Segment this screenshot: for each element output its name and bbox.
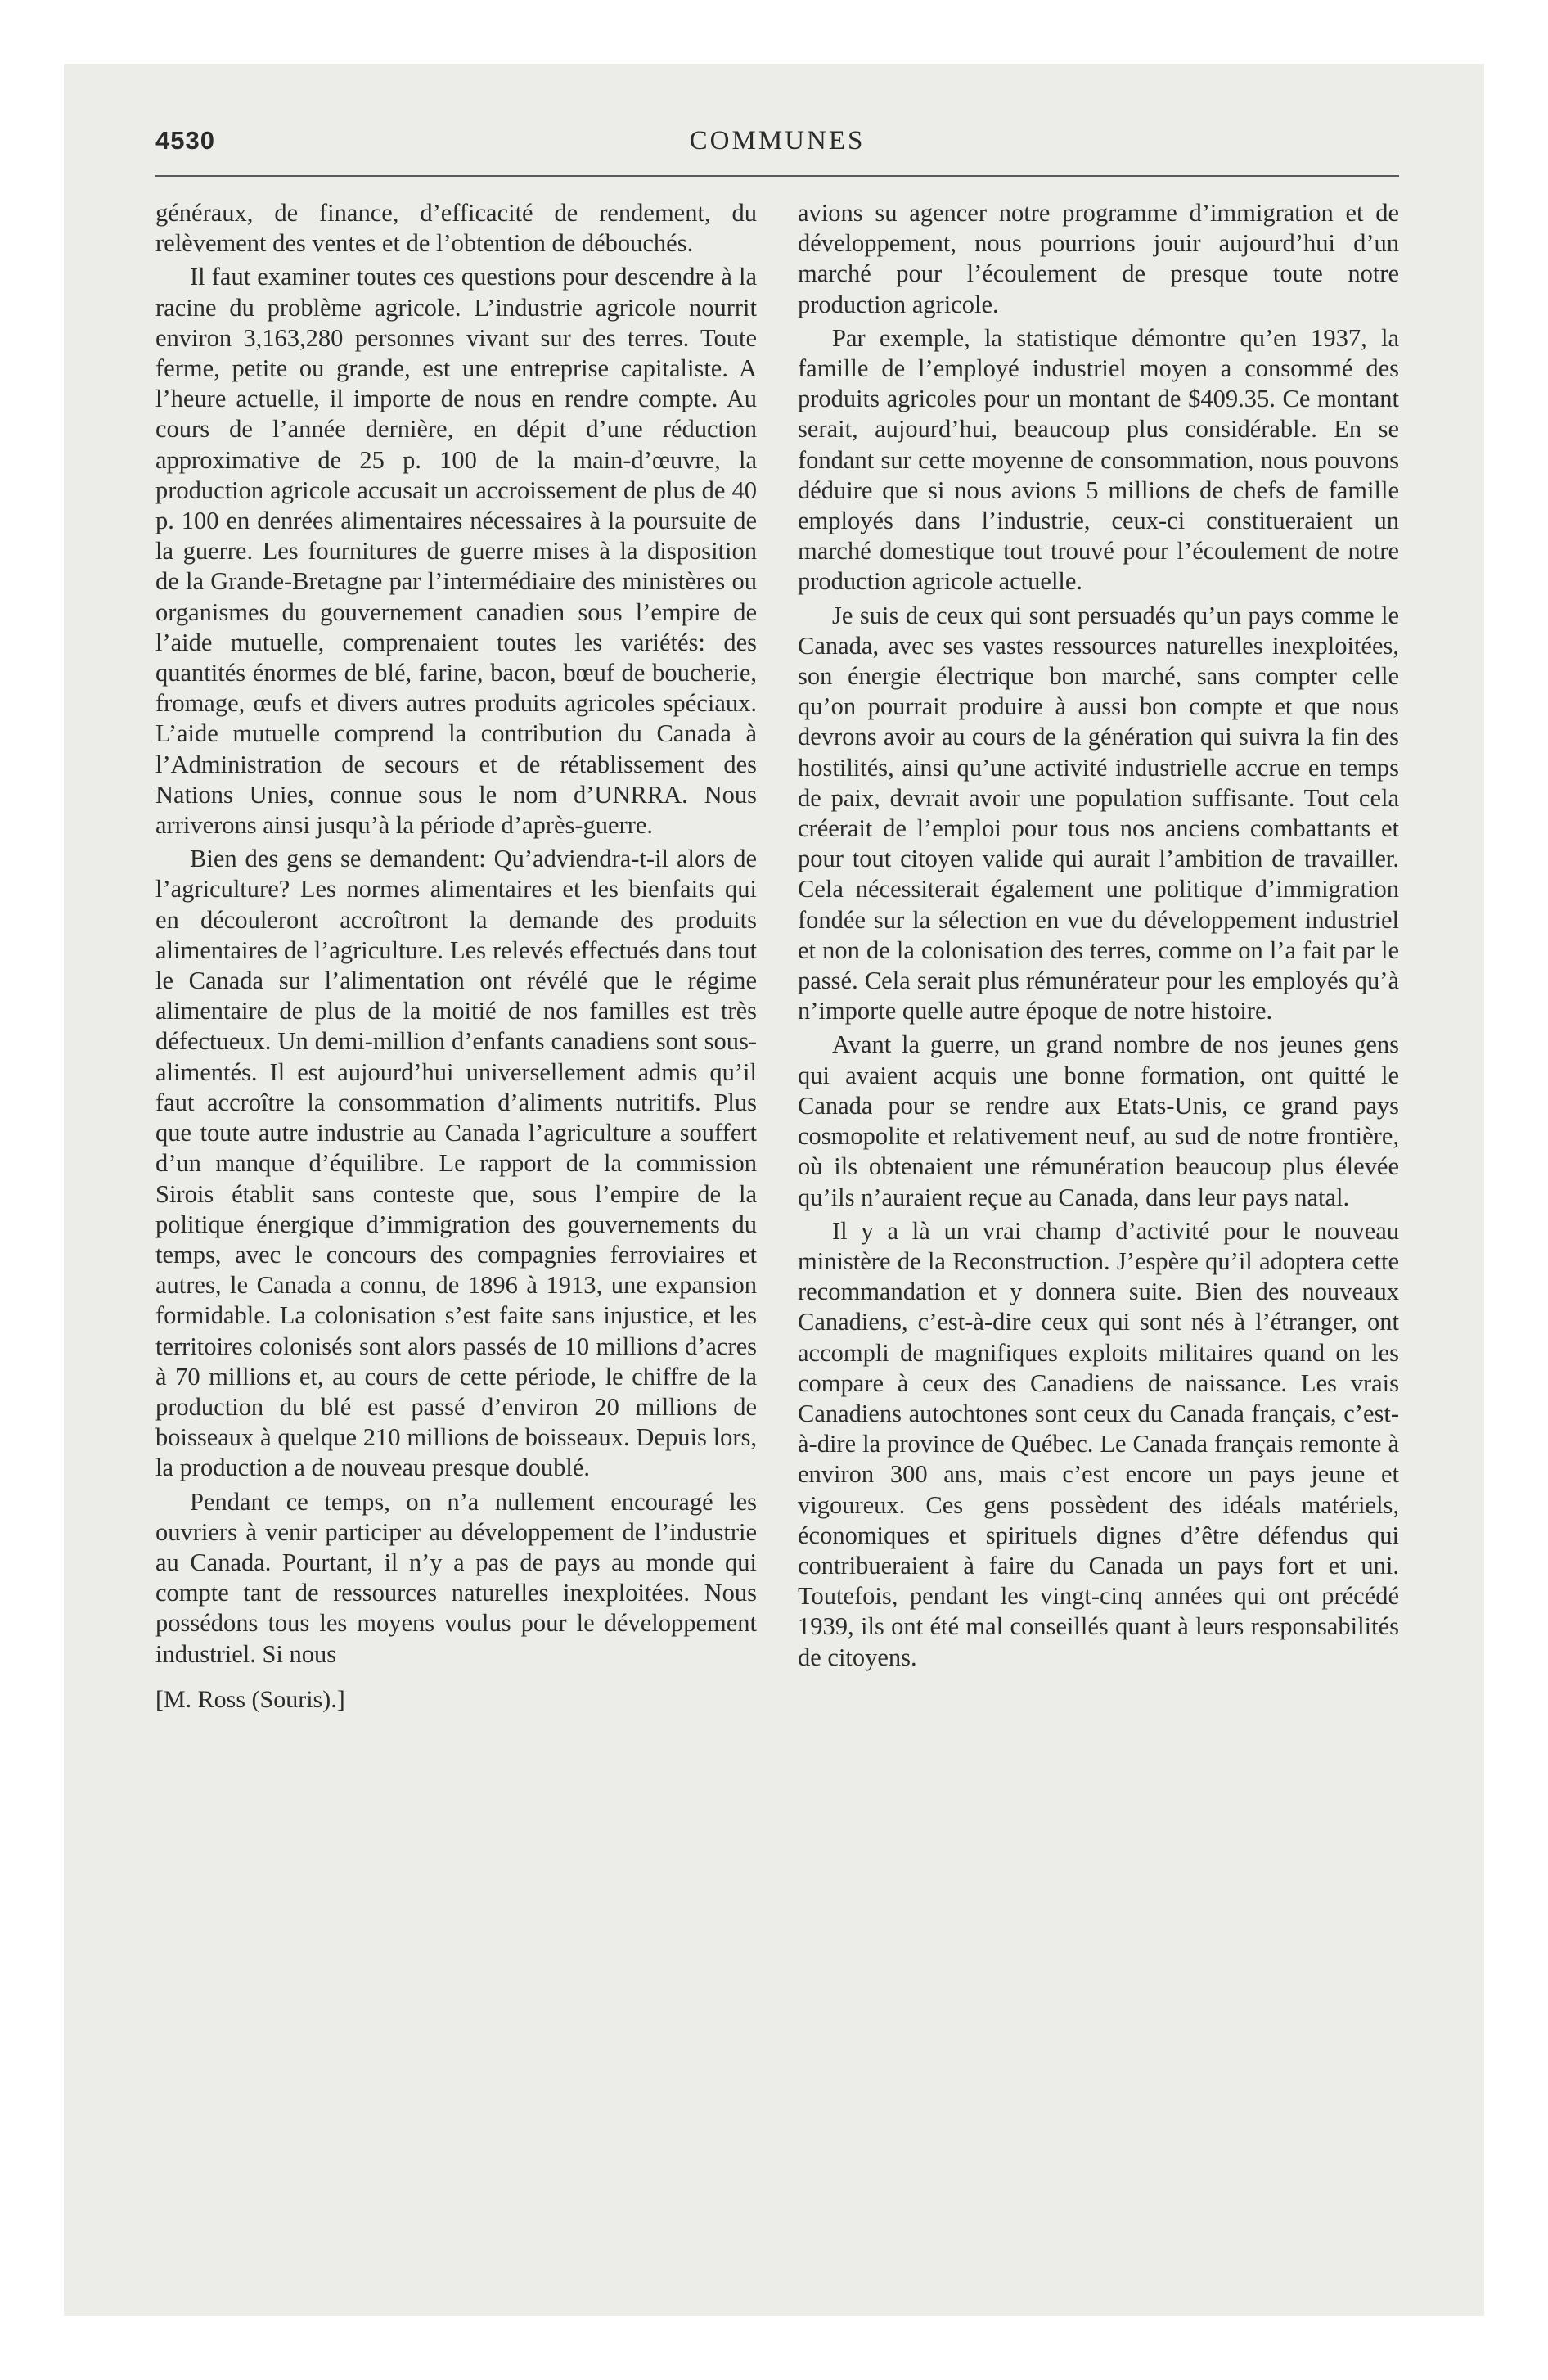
paragraph: Je suis de ceux qui sont persuadés qu’un pays comme le Canada, avec ses vastes ressources naturelles inexploitées, son énergie électrique bon marché, sans compter celle qu’on pourrait produire à aussi bon compte et que nous devrons avoir au cours de la génération qui suivra la fin des hostilités, ainsi qu’une activité industrielle accrue en temps de paix, devrait avoir une population suffisante. Tout cela créerait de l’emploi pour tous nos anciens combattants et pour tout citoyen valide qui aurait l’ambition de travailler. Cela nécessiterait également une politique d’immigration fondée sur la sélection en vue du développement industriel et non de la colonisation des terres, comme on l’a fait par le passé. Cela serait plus rémunérateur pour les employés qu’à n’importe quelle autre époque de notre histoire. [798,601,1399,1025]
page-number: 4530 [155,126,215,155]
paragraph: Bien des gens se demandent: Qu’adviendra-t-il alors de l’agriculture? Les normes alimentaires et les bienfaits qui en découleront accroîtront la demande des produits alimentaires de l’agriculture. Les relevés effectués dans tout le Canada sur l’alimentation ont révélé que le régime alimentaire de plus de la moitié de nos familles est très défectueux. Un demi-million d’enfants canadiens sont sous-alimentés. Il est aujourd’hui universellement admis qu’il faut accroître la consommation d’aliments nutritifs. Plus que toute autre industrie au Canada l’agriculture a souffert d’un manque d’équilibre. Le rapport de la commission Sirois établit sans conteste que, sous l’empire de la politique énergique d’immigration des gouvernements du temps, avec le concours des compagnies ferroviaires et autres, le Canada a connu, de 1896 à 1913, une expansion formidable. La colonisation s’est faite sans injustice, et les territoires colonisés sont alors passés de 10 millions d’acres à 70 millions et, au cours de cette période, le chiffre de la production du blé est passé d’environ 20 millions de boisseaux à quelque 210 millions de boisseaux. Depuis lors, la production a de nouveau presque doublé. [155,845,757,1482]
running-title: COMMUNES [689,126,866,156]
paragraph: généraux, de finance, d’efficacité de rendement, du relèvement des ventes et de l’obtention de débouchés. [155,199,757,258]
paragraph: avions su agencer notre programme d’immigration et de développement, nous pourrions jouir aujourd’hui d’un marché pour l’écoulement de presque toute notre production agricole. [798,199,1399,318]
paragraph: Il y a là un vrai champ d’activité pour le nouveau ministère de la Reconstruction. J’espère qu’il adoptera cette recommandation et y donnera suite. Bien des nouveaux Canadiens, c’est-à-dire ceux qui sont nés à l’étranger, ont accompli de magnifiques exploits militaires quand on les compare à ceux des Canadiens de naissance. Les vrais Canadiens autochtones sont ceux du Canada français, c’est-à-dire la province de Québec. Le Canada français remonte à environ 300 ans, mais c’est encore un pays jeune et vigoureux. Ces gens possèdent des idéals matériels, économiques et spirituels dignes d’être défendus qui contribueraient à faire du Canada un pays fort et uni. Toutefois, pendant les vingt-cinq années qui ont précédé 1939, ils ont été mal conseillés quant à leurs responsabilités de citoyens. [798,1216,1399,1671]
speaker-attribution: [M. Ross (Souris).] [155,1685,345,1713]
left-column [155,198,757,1715]
document-page [155,123,1399,2251]
paragraph: Il faut examiner toutes ces questions pour descendre à la racine du problème agricole. L’industrie agricole nourrit environ 3,163,280 personnes vivant sur des terres. Toute ferme, petite ou grande, est une entreprise capitaliste. A l’heure actuelle, il importe de nous en rendre compte. Au cours de l’année dernière, en dépit d’une réduction approximative de 25 p. 100 de la main-d’œuvre, la production agricole accusait un accroissement de plus de 40 p. 100 en denrées alimentaires nécessaires à la poursuite de la guerre. Les fournitures de guerre mises à la disposition de la Grande-Bretagne par l’intermédiaire des ministères ou organismes du gouvernement canadien sous l’empire de l’aide mutuelle, comprenaient toutes les variétés: des quantités énormes de blé, farine, bacon, bœuf de boucherie, fromage, œufs et divers autres produits agricoles spéciaux. L’aide mutuelle comprend la contribution du Canada à l’Administration de secours et de rétablissement des Nations Unies, connue sous le nom d’UNRRA. Nous arriverons ainsi jusqu’à la période d’après-guerre. [155,263,757,840]
paragraph: Avant la guerre, un grand nombre de nos jeunes gens qui avaient acquis une bonne formation, ont quitté le Canada pour se rendre aux Etats-Unis, ce grand pays cosmopolite et relativement neuf, au sud de notre frontière, où ils obtenaient une rémunération beaucoup plus élevée qu’ils n’auraient reçue au Canada, dans leur pays natal. [798,1030,1399,1211]
text-columns [155,198,1399,1715]
right-column [798,198,1399,1715]
paragraph: Pendant ce temps, on n’a nullement encouragé les ouvriers à venir participer au développement de l’industrie au Canada. Pourtant, il n’y a pas de pays au monde qui compte tant de ressources naturelles inexploitées. Nous possédons tous les moyens voulus pour le développement industriel. Si nous [155,1487,757,1668]
page-header [155,123,1399,177]
paragraph: Par exemple, la statistique démontre qu’en 1937, la famille de l’employé industriel moyen a consommé des produits agricoles pour un montant de $409.35. Ce montant serait, aujourd’hui, beaucoup plus considérable. En se fondant sur cette moyenne de consommation, nous pouvons déduire que si nous avions 5 millions de chefs de famille employés dans l’industrie, ceux-ci constitueraient un marché domestique tout trouvé pour l’écoulement de notre production agricole actuelle. [798,323,1399,596]
